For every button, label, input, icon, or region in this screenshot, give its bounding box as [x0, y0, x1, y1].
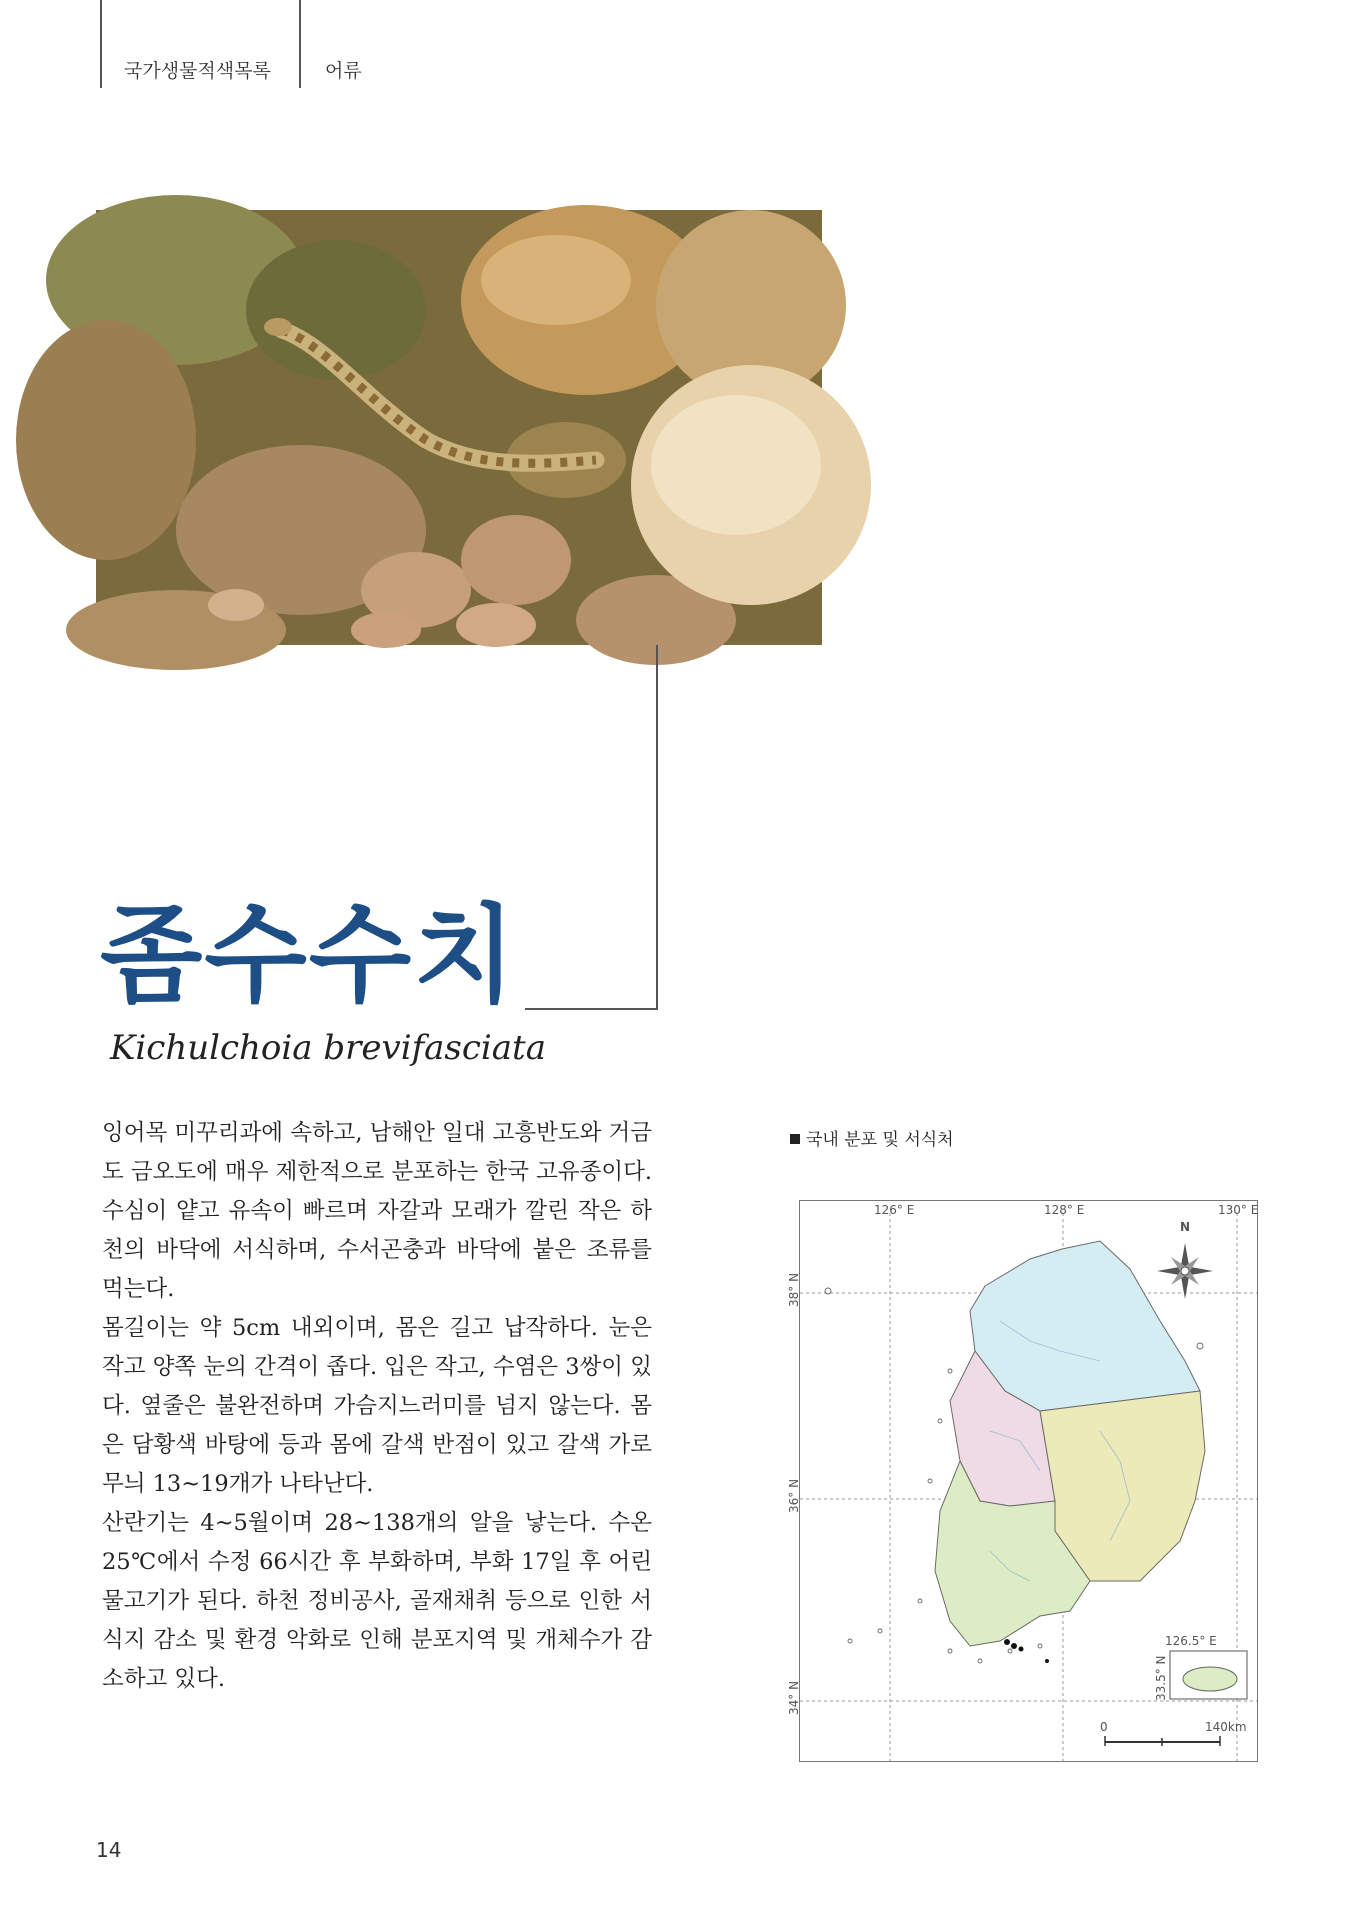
header-category: 어류: [325, 60, 362, 82]
north-label: N: [1180, 1220, 1191, 1234]
scale-start-label: 0: [1100, 1720, 1108, 1734]
header-divider-middle: [299, 0, 301, 88]
description-paragraph: 몸길이는 약 5cm 내외이며, 몸은 길고 납작하다. 눈은 작고 양쪽 눈의 간격이 좁다. 입은 작고, 수염은 3쌍이 있다. 옆줄은 불완전하며 가슴지느러미를 넘지 않는다. 몸은 담황색 바탕에 등과 몸에 갈색 반점이 있고 갈색 가로무늬 13~19개가 나타난다.: [102, 1315, 652, 1497]
map-caption: [790, 1125, 954, 1150]
bullet-square-icon: [790, 1134, 800, 1144]
title-frame-horizontal: [525, 1008, 658, 1010]
species-scientific-name: Kichulchoia brevifasciata: [110, 1028, 546, 1068]
description-paragraph: 잉어목 미꾸리과에 속하고, 남해안 일대 고흥반도와 거금도 금오도에 매우 제한적으로 분포하는 한국 고유종이다. 수심이 얕고 유속이 빠르며 자갈과 모래가 깔린 작은 하천의 바닥에 서식하며, 수서곤충과 바닥에 붙은 조류를 먹는다.: [102, 1120, 652, 1302]
map-lat-label: 36° N: [787, 1478, 801, 1513]
map-lon-label: 128° E: [1044, 1203, 1085, 1217]
title-frame-vertical: [656, 645, 658, 1010]
map-region-north: [970, 1241, 1200, 1411]
map-lat-label: 34° N: [787, 1680, 801, 1715]
scale-end-label: 140km: [1205, 1720, 1247, 1734]
map-caption-text: 국내 분포 및 서식처: [806, 1130, 954, 1150]
species-korean-name: 좀수수치: [100, 894, 518, 1017]
map-lon-label: 126° E: [874, 1203, 915, 1217]
description-paragraph: 산란기는 4~5월이며 28~138개의 알을 낳는다. 수온 25℃에서 수정 66시간 후 부화하며, 부화 17일 후 어린 물고기가 된다. 하천 정비공사, 골재채취 등으로 인한 서식지 감소 및 환경 악화로 인해 분포지역 및 개체수가 감소하고 있다.: [102, 1510, 652, 1692]
compass-icon: [1157, 1243, 1213, 1299]
species-photo: [96, 210, 822, 645]
map-lat-label: 38° N: [787, 1272, 801, 1307]
scale-bar: [1100, 1720, 1247, 1746]
inset-lat-label: 33.5° N: [1154, 1655, 1168, 1701]
inset-lon-label: 126.5° E: [1165, 1634, 1217, 1648]
korea-peninsula: [935, 1241, 1205, 1646]
species-description: [102, 1114, 652, 1699]
occurrence-points: [1004, 1639, 1049, 1663]
page-number: 14: [96, 1838, 122, 1862]
header-divider-left: [100, 0, 102, 88]
map-lon-label: 130° E: [1218, 1203, 1259, 1217]
header-series: 국가생물적색목록: [124, 60, 271, 82]
distribution-map: [787, 1200, 1259, 1762]
jeju-inset: [1154, 1634, 1247, 1701]
